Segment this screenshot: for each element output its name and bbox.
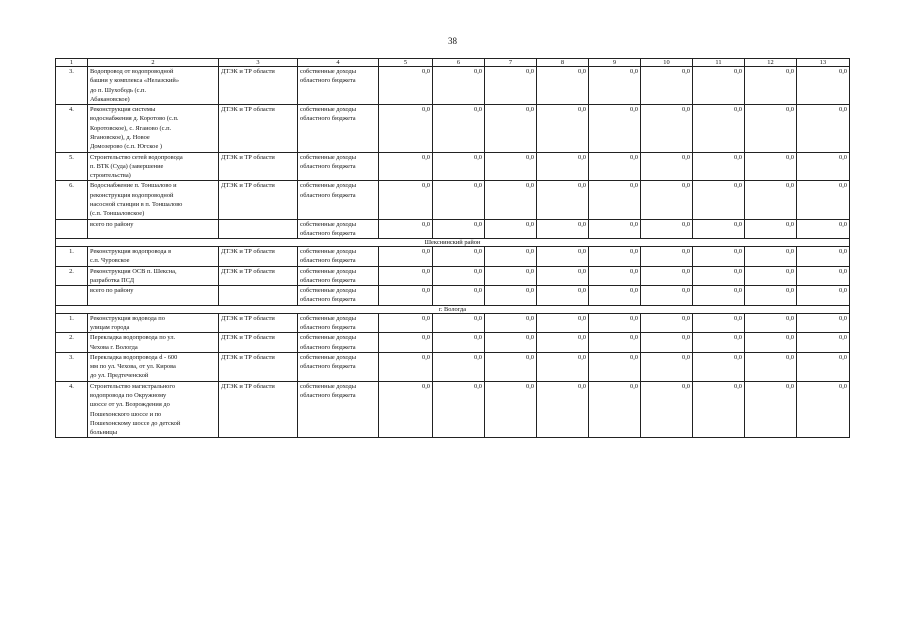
table-row [56, 352, 850, 381]
executor: ДТЭК и ТР области [219, 67, 298, 105]
value-cell: 0,0 [797, 313, 850, 333]
executor: ДТЭК и ТР области [219, 313, 298, 333]
text-line: шоссе от ул. Возрождения до [90, 401, 170, 409]
value-cell: 0,0 [485, 286, 537, 306]
object-name [88, 286, 219, 306]
text-line: областного бюджета [300, 162, 356, 170]
text-line: Домозерово (с.п. Югское ) [90, 143, 163, 151]
value-cell: 0,0 [433, 247, 485, 267]
funding-source [298, 105, 379, 152]
text-line: областного бюджета [300, 77, 356, 85]
table-row [56, 67, 850, 105]
object-name [88, 219, 219, 239]
value-cell: 0,0 [537, 286, 589, 306]
value-cell: 0,0 [641, 286, 693, 306]
value-cell: 0,0 [537, 352, 589, 381]
funding-source [298, 67, 379, 105]
text-line: Коротовское), с. Ягаиово (с.п. [90, 124, 172, 132]
value-cell: 0,0 [433, 352, 485, 381]
value-cell: 0,0 [589, 266, 641, 286]
text-line: областного бюджета [300, 257, 356, 265]
funding-source [298, 219, 379, 239]
funding-source [298, 247, 379, 267]
value-cell: 0,0 [589, 247, 641, 267]
object-name [88, 313, 219, 333]
value-cell: 0,0 [641, 67, 693, 105]
value-cell: 0,0 [537, 67, 589, 105]
text-line: Чехова г. Вологда [90, 343, 138, 351]
value-cell: 0,0 [485, 266, 537, 286]
value-cell: 0,0 [745, 105, 797, 152]
value-cell: 0,0 [485, 333, 537, 353]
value-cell: 0,0 [797, 247, 850, 267]
value-cell: 0,0 [433, 152, 485, 181]
text-line: Реконструкция водовода по [90, 314, 165, 322]
column-header: 10 [641, 59, 693, 67]
text-line: собственные доходы [300, 267, 357, 275]
value-cell: 0,0 [745, 67, 797, 105]
table-row [56, 181, 850, 219]
row-number: 4. [56, 105, 88, 152]
value-cell: 0,0 [379, 247, 433, 267]
value-cell: 0,0 [693, 105, 745, 152]
row-number: 1. [56, 247, 88, 267]
value-cell: 0,0 [797, 333, 850, 353]
value-cell: 0,0 [537, 266, 589, 286]
value-cell: 0,0 [797, 352, 850, 381]
value-cell: 0,0 [589, 67, 641, 105]
text-line: областного бюджета [300, 115, 356, 123]
table-row [56, 381, 850, 438]
value-cell: 0,0 [745, 219, 797, 239]
value-cell: 0,0 [485, 67, 537, 105]
value-cell: 0,0 [797, 286, 850, 306]
text-line: Водоснабжение п. Тоншалово и [90, 182, 177, 190]
value-cell: 0,0 [693, 219, 745, 239]
value-cell: 0,0 [433, 381, 485, 438]
column-header: 5 [379, 59, 433, 67]
text-line: областного бюджета [300, 392, 356, 399]
text-line: собственные доходы [300, 353, 357, 361]
value-cell: 0,0 [589, 333, 641, 353]
column-header: 2 [88, 59, 219, 67]
value-cell: 0,0 [745, 266, 797, 286]
row-number: 1. [56, 313, 88, 333]
funding-source [298, 352, 379, 381]
value-cell: 0,0 [433, 286, 485, 306]
text-line: собственные доходы [300, 153, 357, 161]
page-number: 38 [448, 36, 457, 46]
value-cell: 0,0 [433, 313, 485, 333]
text-line: Строительство магистрального [90, 382, 176, 390]
object-name [88, 333, 219, 353]
value-cell: 0,0 [797, 381, 850, 438]
executor: ДТЭК и ТР области [219, 247, 298, 267]
table-row [56, 105, 850, 152]
value-cell: 0,0 [485, 181, 537, 219]
column-header-row [56, 59, 850, 67]
text-line: областного бюджета [300, 324, 356, 332]
text-line: собственные доходы [300, 314, 357, 322]
value-cell: 0,0 [379, 105, 433, 152]
object-name [88, 181, 219, 219]
value-cell: 0,0 [797, 266, 850, 286]
row-number [56, 286, 88, 306]
value-cell: 0,0 [693, 266, 745, 286]
value-cell: 0,0 [537, 333, 589, 353]
text-line: Ягановское), д. Новое [90, 133, 150, 141]
text-line: разработка ПСД [90, 276, 135, 284]
text-line: собственные доходы [300, 182, 357, 190]
text-line: Водопровод от водопроводной [90, 68, 174, 75]
text-line: с.п. Чуровское [90, 257, 130, 265]
section-header-row [56, 305, 850, 313]
table-row [56, 286, 850, 306]
column-header: 4 [298, 59, 379, 67]
value-cell: 0,0 [745, 313, 797, 333]
value-cell: 0,0 [797, 181, 850, 219]
value-cell: 0,0 [641, 352, 693, 381]
value-cell: 0,0 [379, 181, 433, 219]
value-cell: 0,0 [641, 181, 693, 219]
value-cell: 0,0 [693, 313, 745, 333]
text-line: областного бюджета [300, 276, 356, 284]
executor: ДТЭК и ТР области [219, 152, 298, 181]
object-name [88, 67, 219, 105]
value-cell: 0,0 [379, 333, 433, 353]
text-line: Перекладка водопровода по ул. [90, 334, 176, 342]
value-cell: 0,0 [379, 266, 433, 286]
funding-source [298, 266, 379, 286]
value-cell: 0,0 [433, 219, 485, 239]
value-cell: 0,0 [589, 219, 641, 239]
text-line: областного бюджета [300, 296, 356, 304]
section-title: г. Вологда [56, 305, 850, 313]
column-header: 12 [745, 59, 797, 67]
text-line: Реконструкция системы [90, 106, 156, 114]
value-cell: 0,0 [693, 352, 745, 381]
value-cell: 0,0 [641, 219, 693, 239]
value-cell: 0,0 [693, 333, 745, 353]
text-line: всего по району [90, 220, 134, 228]
value-cell: 0,0 [485, 352, 537, 381]
text-line: собственные доходы [300, 248, 357, 256]
row-number: 2. [56, 333, 88, 353]
table-row [56, 247, 850, 267]
executor: ДТЭК и ТР области [219, 333, 298, 353]
value-cell: 0,0 [589, 105, 641, 152]
value-cell: 0,0 [537, 105, 589, 152]
text-line: Перекладка водопровода d - 600 [90, 353, 178, 361]
value-cell: 0,0 [589, 381, 641, 438]
value-cell: 0,0 [433, 67, 485, 105]
row-number: 3. [56, 67, 88, 105]
text-line: Реконструкция ОСВ п. Шексна, [90, 267, 177, 275]
column-header: 6 [433, 59, 485, 67]
funding-source [298, 313, 379, 333]
value-cell: 0,0 [379, 152, 433, 181]
value-cell: 0,0 [485, 313, 537, 333]
funding-source [298, 333, 379, 353]
value-cell: 0,0 [641, 266, 693, 286]
executor: ДТЭК и ТР области [219, 381, 298, 438]
value-cell: 0,0 [797, 67, 850, 105]
value-cell: 0,0 [485, 105, 537, 152]
column-header: 13 [797, 59, 850, 67]
section-title: Шекснинский район [56, 239, 850, 247]
text-line: Абакановское) [90, 95, 130, 103]
value-cell: 0,0 [433, 266, 485, 286]
value-cell: 0,0 [693, 381, 745, 438]
value-cell: 0,0 [537, 152, 589, 181]
value-cell: 0,0 [433, 105, 485, 152]
value-cell: 0,0 [641, 333, 693, 353]
funding-source [298, 381, 379, 438]
value-cell: 0,0 [589, 181, 641, 219]
funding-source [298, 286, 379, 306]
column-header: 8 [537, 59, 589, 67]
value-cell: 0,0 [745, 381, 797, 438]
executor: ДТЭК и ТР области [219, 352, 298, 381]
text-line: п. ВТК (Суда) (завершение [90, 162, 164, 170]
column-header: 9 [589, 59, 641, 67]
text-line: мм по ул. Чехова, от ул. Кирова [90, 363, 176, 371]
value-cell: 0,0 [589, 313, 641, 333]
value-cell: 0,0 [797, 105, 850, 152]
value-cell: 0,0 [433, 333, 485, 353]
value-cell: 0,0 [641, 152, 693, 181]
row-number: 6. [56, 181, 88, 219]
value-cell: 0,0 [641, 313, 693, 333]
funding-source [298, 152, 379, 181]
value-cell: 0,0 [379, 313, 433, 333]
text-line: областного бюджета [300, 363, 356, 371]
value-cell: 0,0 [485, 247, 537, 267]
text-line: собственные доходы [300, 220, 357, 228]
value-cell: 0,0 [693, 152, 745, 181]
text-line: до п. Шухободь (с.п. [90, 86, 147, 94]
text-line: Пошехонского шоссе и по [90, 410, 162, 418]
object-name [88, 152, 219, 181]
value-cell: 0,0 [693, 286, 745, 306]
text-line: улицам города [90, 324, 130, 332]
value-cell: 0,0 [537, 219, 589, 239]
value-cell: 0,0 [641, 105, 693, 152]
text-line: водоснабжения д. Коротово (с.п. [90, 115, 179, 123]
value-cell: 0,0 [693, 181, 745, 219]
row-number: 5. [56, 152, 88, 181]
text-line: до ул. Предтеченской [90, 372, 149, 380]
row-number [56, 219, 88, 239]
row-number: 4. [56, 381, 88, 438]
value-cell: 0,0 [485, 152, 537, 181]
text-line: собственные доходы [300, 287, 357, 295]
value-cell: 0,0 [693, 247, 745, 267]
value-cell: 0,0 [589, 286, 641, 306]
object-name [88, 352, 219, 381]
text-line: Пошехонскому шоссе до детской [90, 419, 181, 427]
value-cell: 0,0 [589, 152, 641, 181]
text-line: Реконструкция водопровода в [90, 248, 172, 256]
value-cell: 0,0 [537, 313, 589, 333]
column-header: 11 [693, 59, 745, 67]
text-line: Строительство сетей водопровода [90, 153, 183, 161]
text-line: всего по району [90, 287, 134, 295]
row-number: 2. [56, 266, 88, 286]
executor: ДТЭК и ТР области [219, 105, 298, 152]
object-name [88, 266, 219, 286]
value-cell: 0,0 [379, 219, 433, 239]
table-row [56, 266, 850, 286]
budget-table [55, 58, 850, 438]
executor [219, 219, 298, 239]
value-cell: 0,0 [797, 219, 850, 239]
executor: ДТЭК и ТР области [219, 266, 298, 286]
executor [219, 286, 298, 306]
text-line: реконструкция водопроводной [90, 191, 174, 199]
value-cell: 0,0 [641, 381, 693, 438]
text-line: областного бюджета [300, 229, 356, 237]
value-cell: 0,0 [485, 381, 537, 438]
text-line: областного бюджета [300, 191, 356, 199]
text-line: строительства) [90, 172, 131, 180]
object-name [88, 381, 219, 438]
text-line: насосной станции в п. Тоншалово [90, 200, 183, 208]
value-cell: 0,0 [745, 352, 797, 381]
column-header: 7 [485, 59, 537, 67]
value-cell: 0,0 [797, 152, 850, 181]
text-line: башни у комплекса «Нелазский» [90, 77, 180, 85]
object-name [88, 247, 219, 267]
value-cell: 0,0 [745, 247, 797, 267]
table-row [56, 219, 850, 239]
text-line: собственные доходы [300, 68, 357, 75]
value-cell: 0,0 [379, 381, 433, 438]
text-line: водопровода по Окружному [90, 392, 167, 399]
text-line: собственные доходы [300, 106, 357, 114]
column-header: 3 [219, 59, 298, 67]
value-cell: 0,0 [537, 181, 589, 219]
value-cell: 0,0 [379, 286, 433, 306]
text-line: собственные доходы [300, 382, 357, 390]
value-cell: 0,0 [537, 381, 589, 438]
value-cell: 0,0 [745, 286, 797, 306]
funding-source [298, 181, 379, 219]
value-cell: 0,0 [745, 181, 797, 219]
text-line: собственные доходы [300, 334, 357, 342]
value-cell: 0,0 [589, 352, 641, 381]
column-header: 1 [56, 59, 88, 67]
value-cell: 0,0 [537, 247, 589, 267]
value-cell: 0,0 [379, 352, 433, 381]
row-number: 3. [56, 352, 88, 381]
value-cell: 0,0 [745, 152, 797, 181]
object-name [88, 105, 219, 152]
value-cell: 0,0 [641, 247, 693, 267]
text-line: областного бюджета [300, 343, 356, 351]
value-cell: 0,0 [485, 219, 537, 239]
value-cell: 0,0 [745, 333, 797, 353]
table-row [56, 333, 850, 353]
section-header-row [56, 239, 850, 247]
table-row [56, 152, 850, 181]
value-cell: 0,0 [433, 181, 485, 219]
executor: ДТЭК и ТР области [219, 181, 298, 219]
text-line: больницы [90, 429, 118, 437]
value-cell: 0,0 [379, 67, 433, 105]
table-row [56, 313, 850, 333]
value-cell: 0,0 [693, 67, 745, 105]
text-line: (с.п. Тоншаловское) [90, 210, 145, 218]
